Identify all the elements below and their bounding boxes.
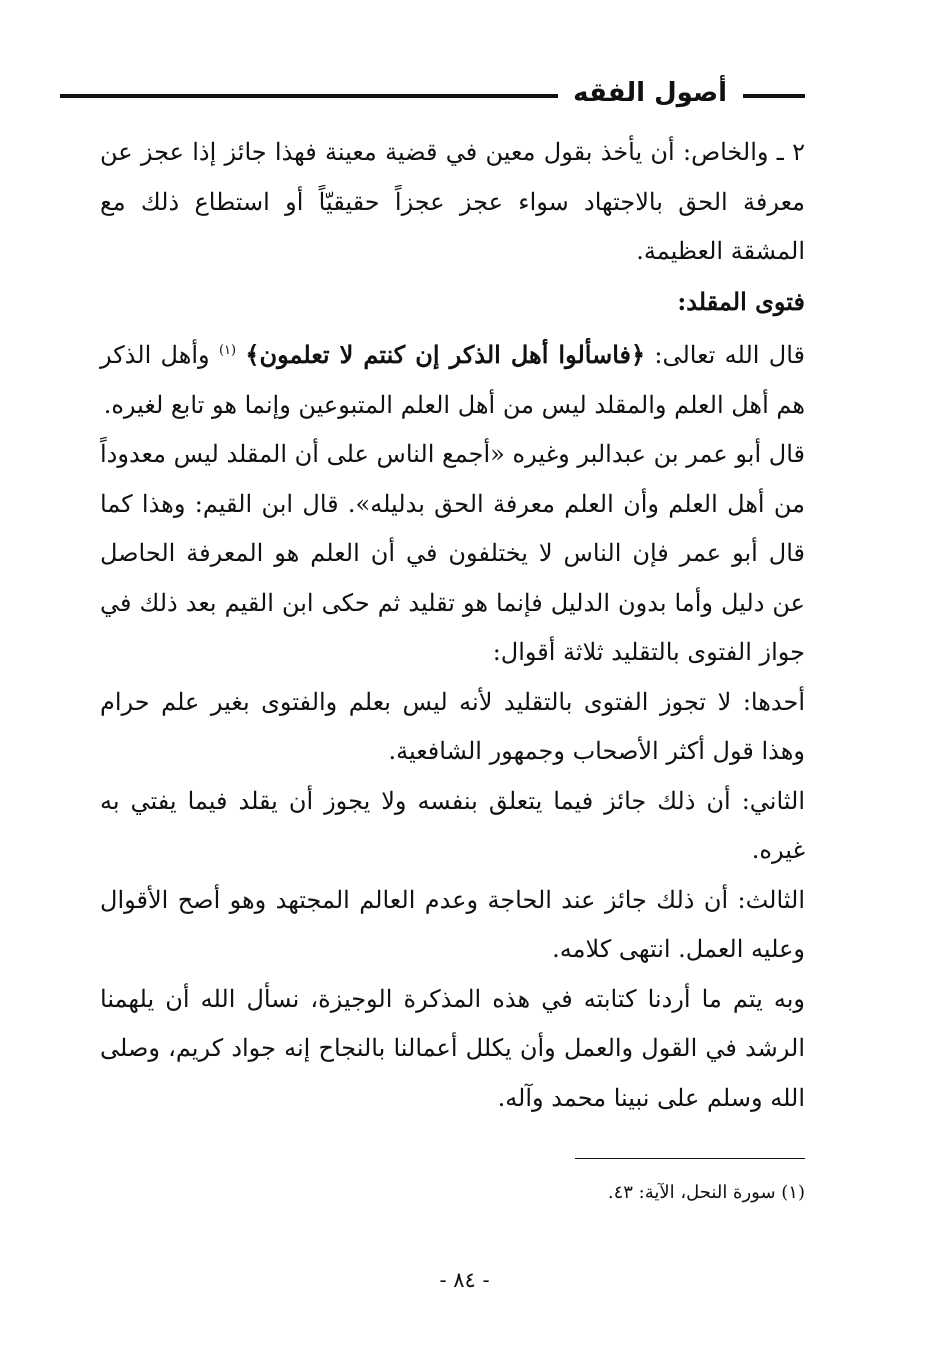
quran-rest: وأهل الذكر هم أهل العلم والمقلد ليس من أهل العلم المتبوعين وإنما هو تابع لغيره. (100, 341, 805, 419)
paragraph-third-opinion: الثالث: أن ذلك جائز عند الحاجة وعدم العالم المجتهد وهو أصح الأقوال وعليه العمل. انتهى كلامه. (100, 885, 805, 963)
header-rule-long (60, 94, 558, 98)
quran-intro: قال الله تعالى: (645, 341, 805, 369)
running-header (60, 72, 805, 112)
paragraph-closing: وبه يتم ما أردنا كتابته في هذه المذكرة الوجيزة، نسأل الله أن يلهمنا الرشد في القول والعمل وأن يكلل أعمالنا بالنجاح إنه جواد كريم، وصلى الله وسلم على نبينا محمد وآله. (100, 984, 805, 1112)
header-title: أصول الفقه (573, 78, 727, 108)
footnote-reference: (١) (218, 343, 237, 358)
paragraph-ibn-abdulbarr: قال أبو عمر بن عبدالبر وغيره «أجمع الناس على أن المقلد ليس معدوداً من أهل العلم وأن العلم معرفة الحق بدليله». قال ابن القيم: وهذا كما قال أبو عمر فإن الناس لا يختلفون في أن العلم هو المعرفة الحاصل عن دليل وأما بدون الدليل فإنما هو تقليد ثم حكى ابن القيم بعد ذلك في جواز الفتوى بالتقليد ثلاثة أقوال: (100, 440, 805, 666)
paragraph-quran (100, 326, 805, 430)
page-number: - ٨٤ - (439, 1268, 490, 1292)
footnote-divider (575, 1158, 805, 1159)
footnote: (١) سورة النحل، الآية: ٤٣. (607, 1182, 805, 1203)
paragraph-second-opinion: الثاني: أن ذلك جائز فيما يتعلق بنفسه ولا يجوز أن يقلد فيما يفتي به غيره. (100, 786, 805, 864)
page-body (100, 128, 805, 1123)
paragraph-first-opinion: أحدها: لا تجوز الفتوى بالتقليد لأنه ليس بعلم والفتوى بغير علم حرام وهذا قول أكثر الأصحاب وجمهور الشافعية. (100, 687, 805, 765)
header-rule-short (743, 94, 805, 98)
paragraph-khas: ٢ ـ والخاص: أن يأخذ بقول معين في قضية معينة فهذا جائز إذا عجز عن معرفة الحق بالاجتهاد سواء عجز عجزاً حقيقيّاً أو استطاع ذلك مع المشقة العظيمة. (100, 138, 805, 265)
section-title: فتوى المقلد: (677, 286, 805, 316)
quran-verse: ﴿فاسألوا أهل الذكر إن كنتم لا تعلمون﴾ (245, 340, 646, 369)
